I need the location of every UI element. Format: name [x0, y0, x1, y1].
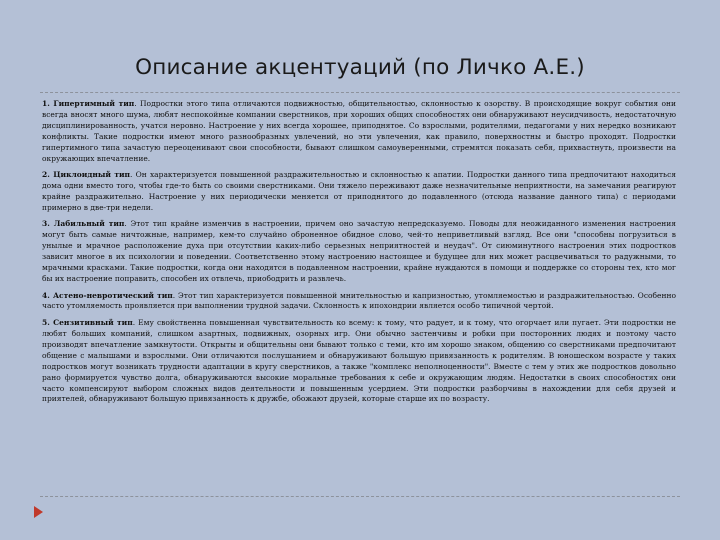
paragraph-text: . Этот тип характеризуется повышенной мнительностью и капризностью, утомляемостью и раздражительностью. Особенно часто утомляемость проявляется при выполнении трудной задачи. Склонность к ипохондрии является особо типичной чертой. [42, 290, 677, 311]
paragraph-cycloid [42, 170, 676, 214]
paragraph-heading: 3. Лабильный тип [42, 219, 125, 229]
paragraph-text: . Подростки этого типа отличаются подвижностью, общительностью, склонностью к озорству. В происходящие вокруг события они всегда вносят много шума, любят неспокойные компании сверстников, при хороших общих способностях они обнаруживают неусидчивость, недостаточную дисциплинированность, учатся неровно. Настроение у них всегда хорошее, приподнятое. Со взрослыми, родителями, педагогами у них нередко возникают конфликты. Такие подростки имеют много разнообразных увлечений, но эти увлечения, как правило, поверхностны и быстро проходят. Подростки гипертимного типа зачастую переоценивают свои способности, бывают слишком самоуверенными, стремятся показать себя, прихвастнуть, произвести на окружающих впечатление. [42, 99, 676, 163]
paragraph-text: . Он характеризуется повышенной раздражительностью и склонностью к апатии. Подростки данного типа предпочитают находиться дома одни вместо того, чтобы где-то быть со своими сверстниками. Они тяжело переживают даже незначительные неприятности, на замечания реагируют крайне раздражительно. Настроение у них периодически меняется от приподнятого до подавленного (отсюда название данного типа) с периодами примерно в две-три недели. [42, 170, 676, 212]
paragraph-text: . Этот тип крайне изменчив в настроении, причем оно зачастую непредсказуемо. Поводы для неожиданного изменения настроения могут быть самые ничтожные, например, кем-то случайно оброненное обидное слово, чей-то неприветливый взгляд. Все они "способны погрузиться в унылые и мрачное расположение духа при отсутствии каких-либо серьезных неприятностей и неудач". От сиюминутного настроения этих подростков зависит многое в их психологии и поведении. Соответственно этому настроению настоящее и будущее для них может расцвечиваться то радужными, то мрачными красками. Такие подростки, когда они находятся в подавленном настроении, крайне нуждаются в помощи и поддержке со стороны тех, кто мог бы их настроение поправить, способен их отвлечь, приободрить и развлечь. [42, 219, 676, 283]
paragraph-heading: 4. Астено-невротический тип [42, 290, 173, 300]
paragraph-heading: 2. Циклоидный тип [42, 170, 131, 180]
paragraph-heading: 1. Гипертимный тип [42, 99, 135, 108]
paragraph-labile [42, 219, 676, 284]
paragraph-hyperthymic [42, 99, 676, 164]
paragraph-sensitive [42, 318, 676, 405]
top-divider [40, 92, 680, 93]
content-body [42, 99, 676, 411]
page-title: Описание акцентуаций (по Личко А.Е.) [135, 55, 585, 80]
bottom-divider [40, 496, 680, 497]
play-arrow-icon[interactable] [34, 506, 43, 518]
paragraph-astheno-neurotic [42, 291, 676, 313]
paragraph-text: . Ему свойственна повышенная чувствительность ко всему: к тому, что радует, и к тому, что огорчает или пугает. Эти подростки не любят больших компаний, слишком азартных, подвижных, озорных игр. Они обычно застенчивы и робки при посторонних людях и поэтому часто производят впечатление замкнутости. Открыты и общительны они бывают только с теми, кто им хорошо знаком, общению со сверстниками предпочитают общение с малышами и взрослыми. Они отличаются послушанием и обнаруживают большую привязанность к родителям. В юношеском возрасте у таких подростков могут возникать трудности адаптации в кругу сверстников, а также "комплекс неполноценности". Вместе с тем у этих же подростков довольно рано формируется чувство долга, обнаруживаются высокие моральные требования к себе и окружающим людям. Недостатки в своих способностях они часто компенсируют выбором сложных видов деятельности и повышенным усердием. Эти подростки разборчивы в нахождении для себя друзей и приятелей, обнаруживают большую привязанность к дружбе, обожают друзей, которые старше их по возрасту. [42, 318, 676, 404]
paragraph-heading: 5. Сензитивный тип [42, 318, 133, 328]
